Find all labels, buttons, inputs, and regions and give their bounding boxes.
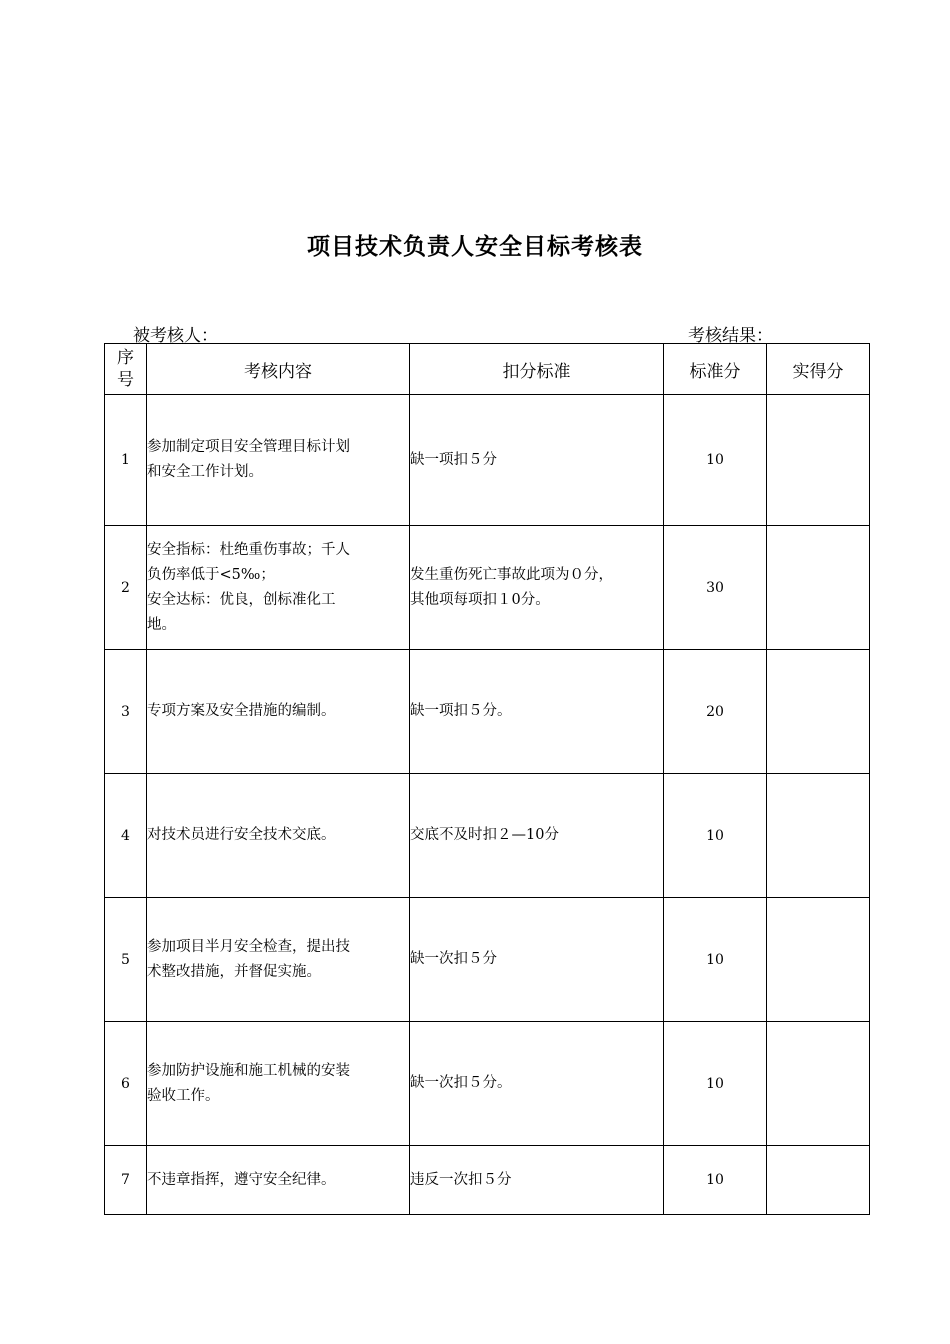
table-row [105, 1146, 870, 1215]
content-line: 负伤率低于<5‰； [147, 566, 275, 583]
cell-actual-score[interactable] [767, 898, 870, 1022]
content-line: 术整改措施，并督促实施。 [147, 963, 321, 980]
content-line: 验收工作。 [147, 1087, 220, 1104]
rule-line: 交底不及时扣２—10分 [410, 827, 559, 843]
cell-standard-score: 10 [664, 1022, 767, 1146]
cell-deduction-rule [410, 1022, 664, 1146]
cell-standard-score: 30 [664, 526, 767, 650]
table-row [105, 526, 870, 650]
cell-assessment-content [147, 650, 410, 774]
cell-actual-score[interactable] [767, 1146, 870, 1215]
content-line: 和安全工作计划。 [147, 464, 263, 480]
rule-line: 缺一次扣５分 [410, 951, 497, 967]
content-line: 安全达标：优良，创标准化工 [147, 591, 336, 608]
assessment-table [104, 343, 870, 1215]
cell-assessment-content [147, 395, 410, 526]
cell-deduction-rule [410, 650, 664, 774]
content-line: 地。 [147, 616, 176, 633]
rule-line: 违反一次扣５分 [410, 1171, 512, 1188]
header-serial-line2: 号 [117, 370, 134, 390]
table-header-row [105, 344, 870, 395]
cell-standard-score: 10 [664, 395, 767, 526]
cell-serial-number: 1 [105, 395, 147, 526]
cell-standard-score: 10 [664, 774, 767, 898]
cell-actual-score[interactable] [767, 395, 870, 526]
header-actual-score: 实得分 [767, 344, 870, 395]
header-content: 考核内容 [147, 344, 410, 395]
cell-serial-number: 5 [105, 898, 147, 1022]
table-row [105, 774, 870, 898]
cell-deduction-rule [410, 1146, 664, 1215]
cell-actual-score[interactable] [767, 526, 870, 650]
rule-line: 发生重伤死亡事故此项为０分， [410, 566, 613, 583]
cell-standard-score: 10 [664, 1146, 767, 1215]
cell-deduction-rule [410, 898, 664, 1022]
cell-standard-score: 20 [664, 650, 767, 774]
cell-serial-number: 3 [105, 650, 147, 774]
rule-line: 其他项每项扣１0分。 [410, 591, 550, 608]
header-serial-line1: 序 [117, 348, 134, 368]
cell-deduction-rule [410, 395, 664, 526]
content-line: 参加防护设施和施工机械的安装 [147, 1062, 350, 1079]
cell-actual-score[interactable] [767, 774, 870, 898]
cell-assessment-content [147, 1022, 410, 1146]
table-row [105, 395, 870, 526]
cell-serial-number: 7 [105, 1146, 147, 1215]
page-title: 项目技术负责人安全目标考核表 [307, 234, 643, 260]
cell-assessment-content [147, 526, 410, 650]
cell-deduction-rule [410, 526, 664, 650]
rule-line: 缺一项扣５分 [410, 451, 497, 468]
result-label: 考核结果： [688, 326, 773, 346]
header-deduction-rule: 扣分标准 [410, 344, 664, 395]
cell-standard-score: 10 [664, 898, 767, 1022]
cell-assessment-content [147, 774, 410, 898]
content-line: 对技术员进行安全技术交底。 [147, 827, 336, 843]
cell-actual-score[interactable] [767, 1022, 870, 1146]
table-row [105, 898, 870, 1022]
cell-assessment-content [147, 1146, 410, 1215]
cell-actual-score[interactable] [767, 650, 870, 774]
table-row [105, 650, 870, 774]
header-serial-number [105, 344, 147, 395]
rule-line: 缺一次扣５分。 [410, 1075, 512, 1091]
assessee-label: 被考核人： [133, 326, 218, 346]
cell-deduction-rule [410, 774, 664, 898]
cell-serial-number: 2 [105, 526, 147, 650]
cell-serial-number: 6 [105, 1022, 147, 1146]
content-line: 安全指标：杜绝重伤事故；千人 [147, 541, 350, 558]
content-line: 专项方案及安全措施的编制。 [147, 703, 336, 719]
cell-assessment-content [147, 898, 410, 1022]
rule-line: 缺一项扣５分。 [410, 703, 512, 719]
table-row [105, 1022, 870, 1146]
header-standard-score: 标准分 [664, 344, 767, 395]
content-line: 参加制定项目安全管理目标计划 [147, 439, 350, 455]
content-line: 不违章指挥，遵守安全纪律。 [147, 1171, 336, 1188]
content-line: 参加项目半月安全检查，提出技 [147, 938, 350, 955]
cell-serial-number: 4 [105, 774, 147, 898]
